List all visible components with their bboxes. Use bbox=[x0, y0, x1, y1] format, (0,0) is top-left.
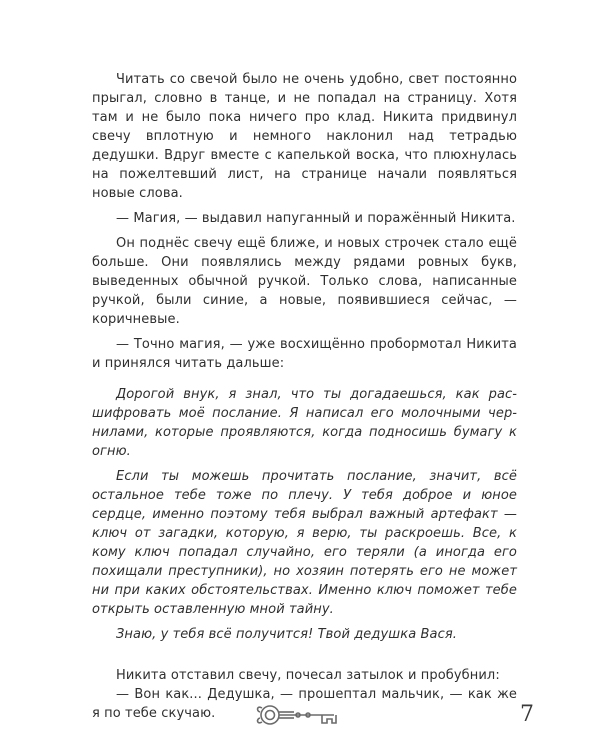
page-text bbox=[92, 70, 517, 723]
paragraph-read-further: — Точно магия, — уже восхищённо пробормотал Никита и принялся читать дальше: bbox=[92, 337, 517, 371]
paragraph-closing-speech: — Вон как... Дедушка, — прошептал мальчик, — как же я по тебе скучаю. bbox=[92, 687, 517, 721]
letter-paragraph-key: Если ты можешь прочитать послание, значит, всё остальное тебе тоже по плечу. У тебя доброе и юное сердце, именно поэтому тебя выбрал важный артефакт — ключ от загадки, которую, я верю, ты раскроешь. Все, к кому ключ попадал случайно, его теряли (а иногда его похищали преступники), но хозяин потерять его не может ни при каких обстоятельствах. Именно ключ поможет тебе открыть оставленную мной тайну. bbox=[92, 469, 517, 617]
key-icon bbox=[254, 699, 346, 731]
grandfather-letter bbox=[92, 385, 517, 644]
page-number: 7 bbox=[520, 702, 534, 727]
paragraph-candle: Читать со свечой было не очень удобно, свет постоянно прыгал, словно в танце, и не попадал на страницу. Хотя там и не было пока ничего про клад. Никита придвинул свечу вплотную и немного наклонил над тетрадью дедушки. Вдруг вместе с капелькой воска, что плюхнулась на пожелтевший лист, на странице начали появляться новые слова. bbox=[92, 72, 517, 201]
letter-signature: Знаю, у тебя всё получится! Твой дедушка Вася. bbox=[116, 627, 458, 642]
letter-paragraph-intro: Дорогой внук, я знал, что ты догадаешься, как расшифровать моё послание. Я написал его молочными чернилами, которые проявляются, когда подносишь бумагу к огню. bbox=[92, 387, 517, 459]
paragraph-new-lines: Он поднёс свечу ещё ближе, и новых строчек стало ещё больше. Они появлялись между рядами ровных букв, выведенных обычной ручкой. Только слова, написанные ручкой, были синие, а новые, появившиеся сейчас, — коричневые. bbox=[92, 236, 517, 327]
paragraph-closing-action: Никита отставил свечу, почесал затылок и пробубнил: bbox=[116, 668, 500, 683]
paragraph-magic-exclaim: — Магия, — выдавил напуганный и поражённый Никита. bbox=[116, 211, 516, 226]
